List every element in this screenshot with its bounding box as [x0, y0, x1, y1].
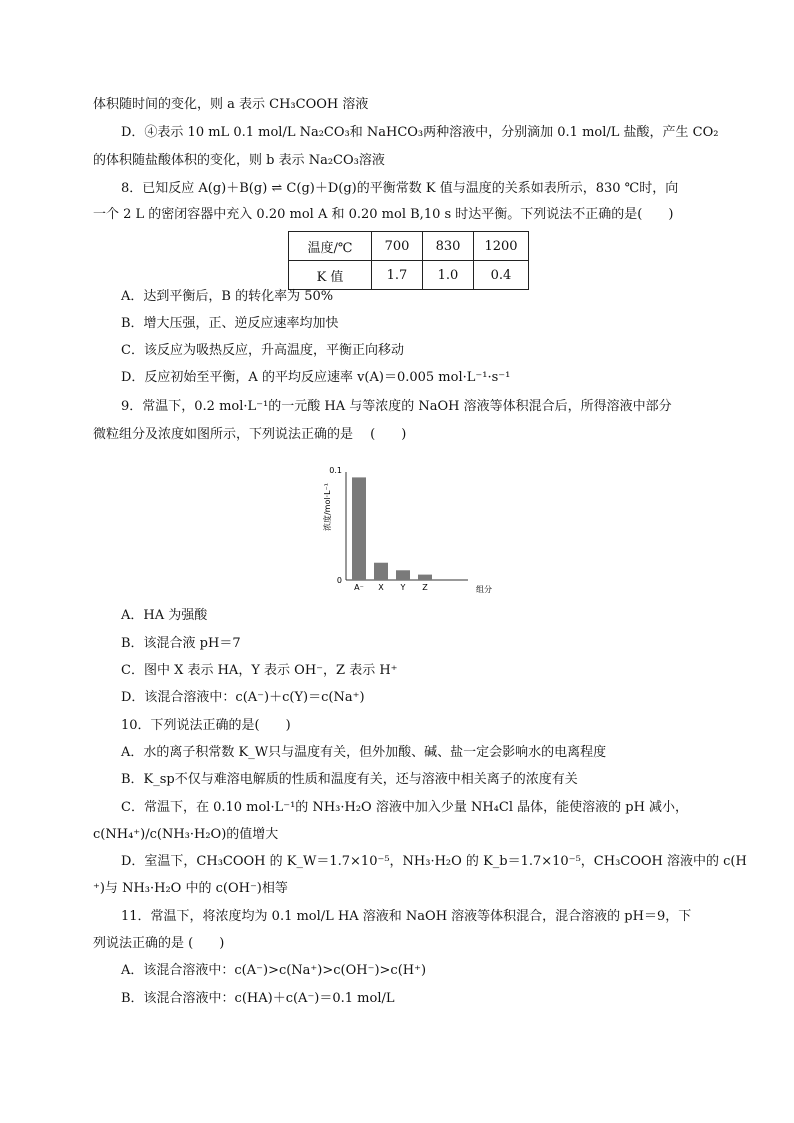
k-value-table: [288, 231, 529, 290]
x-tick-label: X: [378, 583, 384, 592]
q10-option-d-2: ⁺)与 NH₃·H₂O 中的 c(OH⁻)相等: [93, 881, 288, 896]
q9-option-d: D．该混合溶液中：c(A⁻)＋c(Y)＝c(Na⁺): [121, 690, 365, 705]
q9-stem-1: 9．常温下，0.2 mol·L⁻¹的一元酸 HA 与等浓度的 NaOH 溶液等体积混合后，所得溶液中部分: [121, 399, 672, 414]
table-cell: K 值: [289, 261, 372, 290]
q7d-line-1: D．④表示 10 mL 0.1 mol/L Na₂CO₃和 NaHCO₃两种溶液中，分别滴加 0.1 mol/L 盐酸，产生 CO₂: [121, 125, 719, 140]
q10-option-c-1: C．常温下，在 0.10 mol·L⁻¹的 NH₃·H₂O 溶液中加入少量 NH₄Cl 晶体，能使溶液的 pH 减小，: [121, 800, 689, 815]
q7c-tail: 体积随时间的变化，则 a 表示 CH₃COOH 溶液: [93, 97, 369, 112]
y-tick-zero: 0: [336, 576, 342, 585]
bar-1: [374, 563, 388, 580]
table-cell: 1200: [474, 232, 529, 261]
x-axis-label: 组分: [476, 585, 492, 594]
x-tick-label: A⁻: [354, 583, 364, 592]
table-cell: 1.7: [372, 261, 423, 290]
q8-option-b: B．增大压强，正、逆反应速率均加快: [121, 316, 339, 331]
table-cell: 700: [372, 232, 423, 261]
q10-option-c-2: c(NH₄⁺)/c(NH₃·H₂O)的值增大: [93, 827, 279, 842]
q9-option-b: B．该混合液 pH＝7: [121, 636, 241, 651]
q11-option-a: A．该混合溶液中：c(A⁻)>c(Na⁺)>c(OH⁻)>c(H⁺): [121, 963, 427, 978]
q9-option-a: A．HA 为强酸: [121, 608, 208, 623]
q10-option-d-1: D．室温下，CH₃COOH 的 K_W＝1.7×10⁻⁵，NH₃·H₂O 的 K_b＝1.7×10⁻⁵，CH₃COOH 溶液中的 c(H: [121, 854, 747, 869]
table-cell: 温度/℃: [289, 232, 372, 261]
q11-stem-2: 列说法正确的是 ( ): [93, 936, 225, 951]
q9-option-c: C．图中 X 表示 HA，Y 表示 OH⁻，Z 表示 H⁺: [121, 663, 398, 678]
table-cell: 1.0: [423, 261, 474, 290]
q9-stem-2: 微粒组分及浓度如图所示，下列说法正确的是 ( ): [93, 427, 407, 442]
x-tick-label: Z: [422, 583, 428, 592]
q11-stem-1: 11．常温下，将浓度均为 0.1 mol/L HA 溶液和 NaOH 溶液等体积混合，混合溶液的 pH＝9，下: [121, 909, 692, 924]
q8-option-d: D．反应初始至平衡，A 的平均反应速率 v(A)＝0.005 mol·L⁻¹·s⁻¹: [121, 370, 511, 385]
concentration-bar-chart: [318, 462, 518, 597]
q10-option-a: A．水的离子积常数 K_W只与温度有关，但外加酸、碱、盐一定会影响水的电离程度: [121, 745, 607, 760]
table-cell: 830: [423, 232, 474, 261]
q10-option-b: B．K_sp不仅与难溶电解质的性质和温度有关，还与溶液中相关离子的浓度有关: [121, 772, 578, 787]
bar-3: [418, 575, 432, 580]
y-tick-top: 0.1: [329, 466, 342, 475]
table-cell: 0.4: [474, 261, 529, 290]
x-tick-label: Y: [400, 583, 406, 592]
q11-option-b: B．该混合溶液中：c(HA)＋c(A⁻)＝0.1 mol/L: [121, 991, 395, 1006]
bar-2: [396, 570, 410, 580]
q8-stem-2: 一个 2 L 的密闭容器中充入 0.20 mol A 和 0.20 mol B,10 s 时达平衡。下列说法不正确的是( ): [93, 207, 674, 222]
table-row: [289, 261, 529, 290]
q8-stem-1: 8．已知反应 A(g)＋B(g) ⇌ C(g)＋D(g)的平衡常数 K 值与温度的关系如表所示，830 ℃时，向: [121, 181, 679, 196]
q7d-line-2: 的体积随盐酸体积的变化，则 b 表示 Na₂CO₃溶液: [93, 153, 385, 168]
bar-0: [352, 477, 366, 580]
q10-stem: 10．下列说法正确的是( ): [121, 718, 291, 733]
table-row: [289, 232, 529, 261]
y-axis-label: 浓度/mol·L⁻¹: [323, 482, 332, 532]
q8-option-c: C．该反应为吸热反应，升高温度，平衡正向移动: [121, 343, 404, 358]
q8-option-a: A．达到平衡后，B 的转化率为 50%: [121, 289, 334, 304]
